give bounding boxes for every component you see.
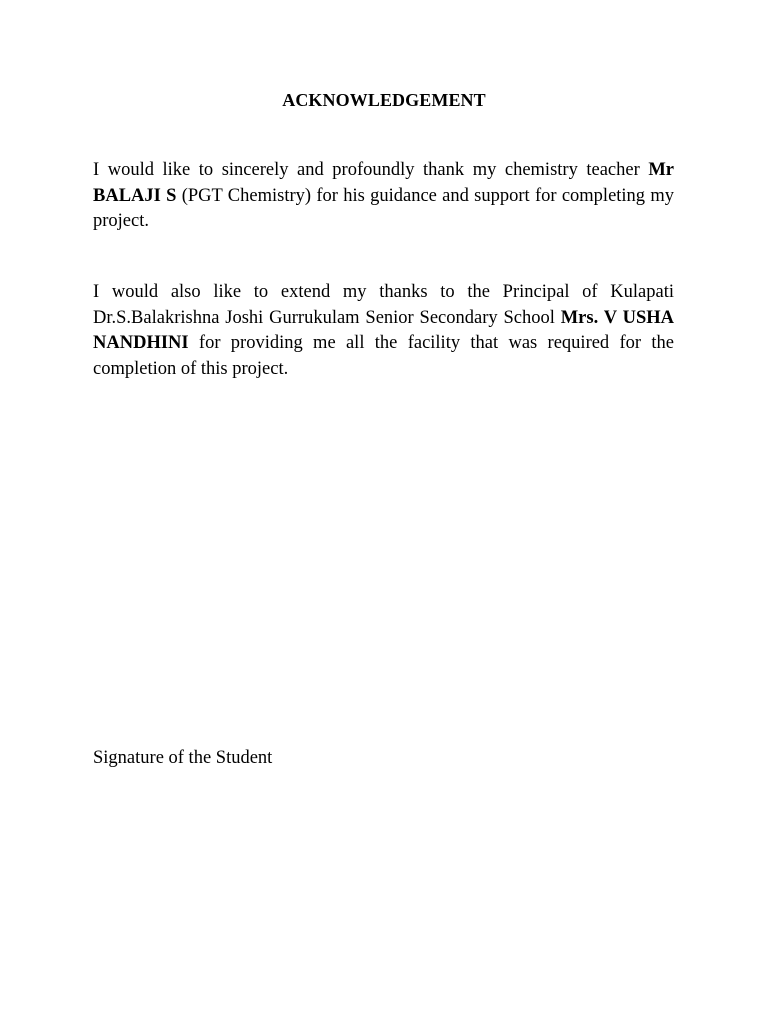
teacher-name: Mr BALAJI S xyxy=(93,160,674,206)
paragraph-text: I would like to sincerely and profoundly thank my chemistry teacher xyxy=(93,160,649,180)
principal-name: Mrs. V USHA NANDHINI xyxy=(93,307,674,354)
paragraph-text: (PGT Chemistry) for his guidance and support for completing my project. xyxy=(93,185,674,232)
page-title: ACKNOWLEDGEMENT xyxy=(282,90,486,110)
paragraph-principal-thanks xyxy=(93,280,674,382)
paragraph-teacher-thanks xyxy=(93,158,674,235)
paragraph-text: for providing me all the facility that was required for the completion of this project. xyxy=(93,333,674,379)
signature-label: Signature of the Student xyxy=(93,748,273,768)
paragraph-text: I would also like to extend my thanks to the Principal of Kulapati Dr.S.Balakrishna Joshi Gurrukulam Senior Secondary School xyxy=(93,282,674,328)
